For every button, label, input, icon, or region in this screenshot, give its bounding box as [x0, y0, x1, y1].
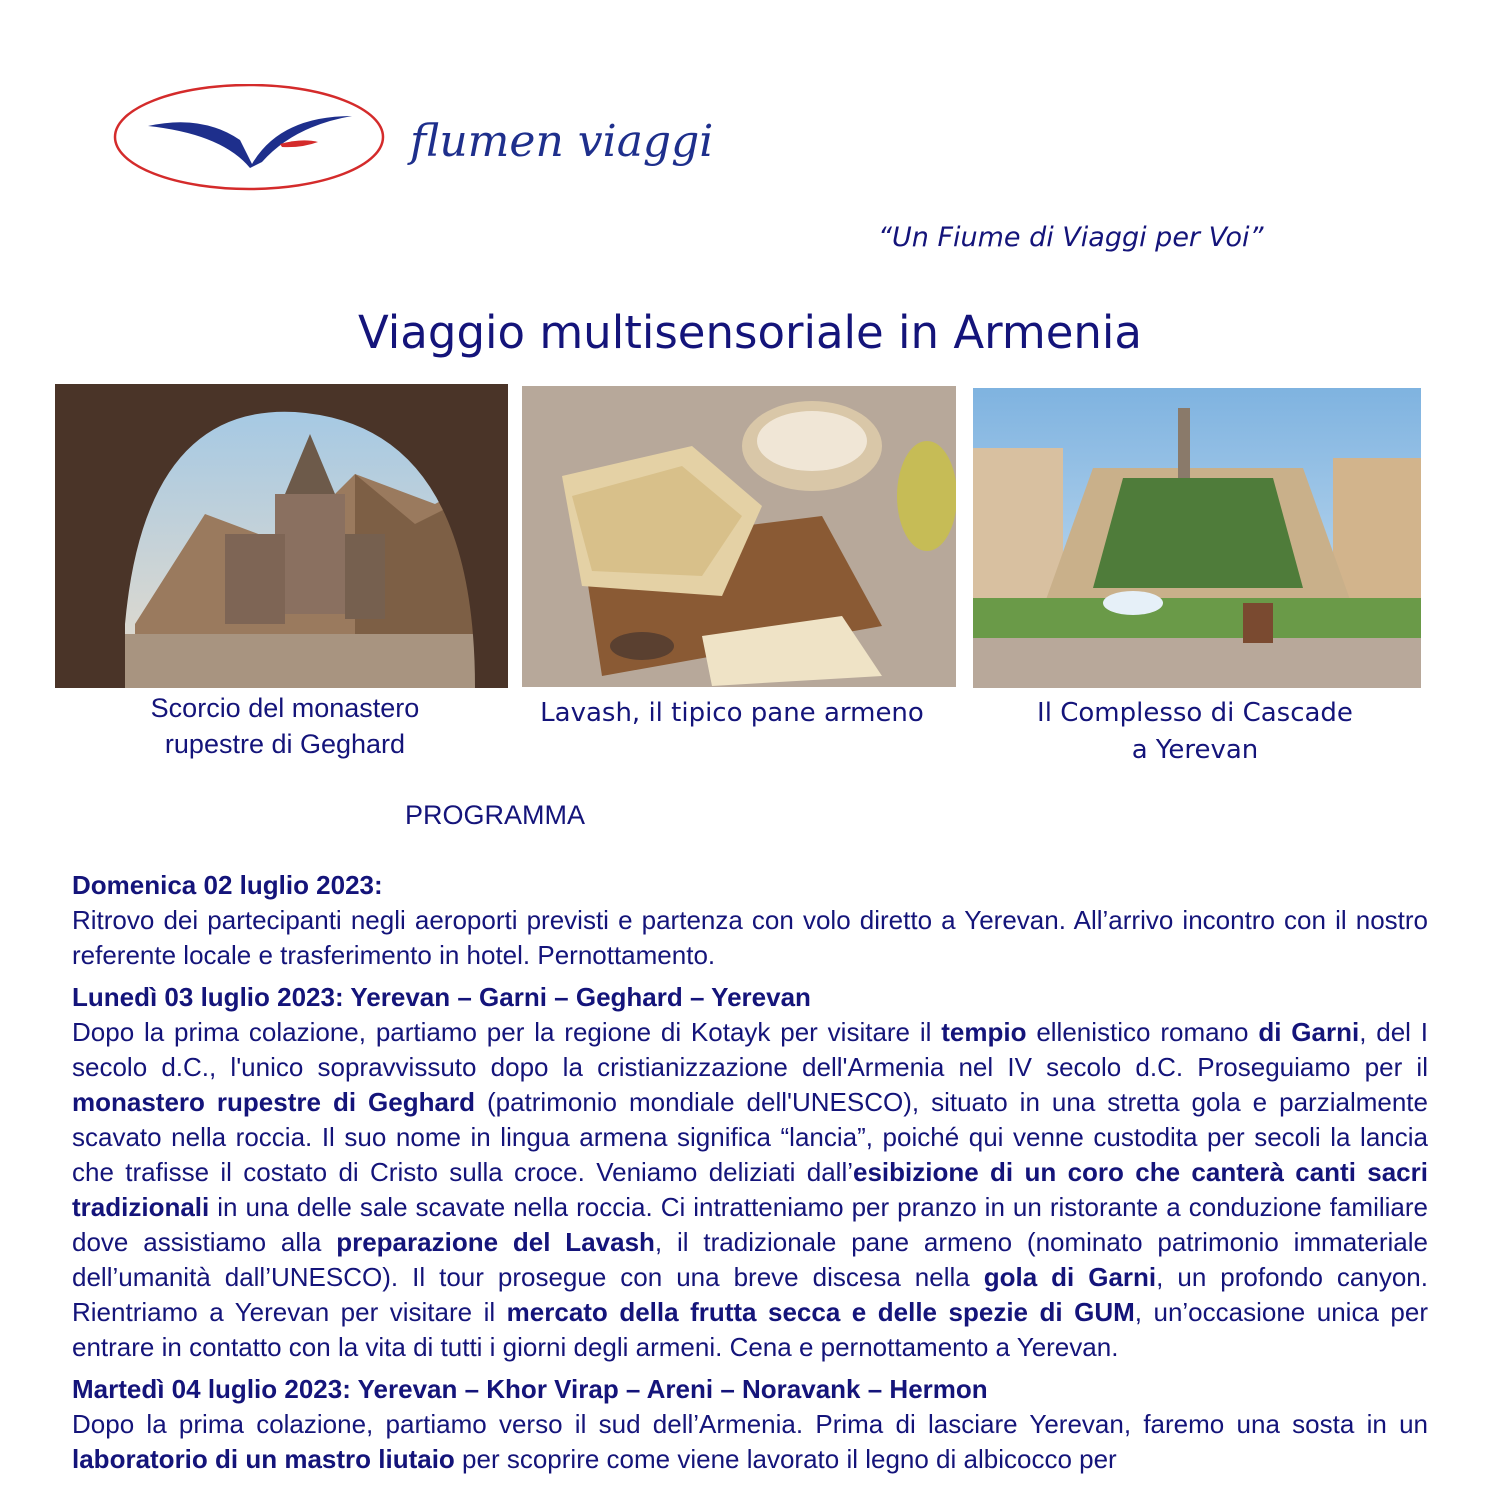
day-title: Martedì 04 luglio 2023: Yerevan – Khor Virap – Areni – Noravank – Hermon [72, 1374, 988, 1404]
day-description [72, 1407, 1428, 1477]
highlight-text: di Garni [1258, 1017, 1360, 1047]
body-text: Dopo la prima colazione, partiamo per la regione di Kotayk per visitare il [72, 1017, 942, 1047]
body-text: Dopo la prima colazione, partiamo verso il sud dell’Armenia. Prima di lasciare Yerevan, faremo una sosta in un [72, 1409, 1428, 1439]
flumen-viaggi-logo [112, 84, 772, 196]
itinerary [72, 868, 1428, 1484]
brand-name: flumen viaggi [410, 116, 714, 167]
day-block [72, 1372, 1428, 1477]
body-text: , del I secolo d.C., l'unico sopravvissuto dopo la cristianizzazione dell'Armenia nel IV secolo d.C. Proseguiamo per il [72, 1017, 1429, 1082]
day-block [72, 980, 1428, 1365]
lavash-bread-photo [522, 386, 956, 687]
highlight-text: gola di Garni [983, 1262, 1157, 1292]
body-text: , un’occasione unica per entrare in contatto con la vita di tutti i giorni degli armeni. Cena e pernottamento a Yerevan. [72, 1297, 1428, 1362]
day-description [72, 1015, 1428, 1365]
highlight-text: laboratorio di un mastro liutaio [72, 1444, 455, 1474]
day-description [72, 903, 1428, 973]
page-title: Viaggio multisensoriale in Armenia [358, 306, 1142, 359]
highlight-text: mercato della frutta secca e delle spezie di GUM [506, 1297, 1135, 1327]
body-text: per scoprire come viene lavorato il legno di albicocco per [454, 1444, 1117, 1474]
highlight-text: tempio [941, 1017, 1027, 1047]
day-title: Lunedì 03 luglio 2023: Yerevan – Garni – Geghard – Yerevan [72, 982, 811, 1012]
cascade-yerevan-photo [973, 388, 1421, 688]
photo-caption-lavash: Lavash, il tipico pane armeno [540, 698, 924, 728]
programma-heading: PROGRAMMA [405, 800, 586, 830]
day-title: Domenica 02 luglio 2023: [72, 870, 383, 900]
day-block [72, 868, 1428, 973]
body-text: Ritrovo dei partecipanti negli aeroporti previsti e partenza con volo diretto a Yerevan. All’arrivo incontro con il nostro referente locale e trasferimento in hotel. Pernottamento. [72, 905, 1428, 970]
slogan: “Un Fiume di Viaggi per Voi” [878, 222, 1264, 253]
body-text: , il tradizionale pane armeno (nominato patrimonio immateriale dell’umanità dall’UNESCO). Il tour prosegue con una breve discesa nella [72, 1227, 1428, 1292]
highlight-text: monastero rupestre di Geghard [72, 1087, 475, 1117]
highlight-text: esibizione di un coro che canterà canti sacri tradizionali [72, 1157, 1428, 1222]
photo-caption-geghard: Scorcio del monastero rupestre di Geghard [150, 693, 420, 759]
body-text: ellenistico romano [1026, 1017, 1259, 1047]
body-text: (patrimonio mondiale dell'UNESCO), situato in una stretta gola e parzialmente scavato nella roccia. Il suo nome in lingua armena significa “lancia”, poiché qui venne custodita per secoli la lancia che trafisse il costato di Cristo sulla croce. Veniamo deliziati dall’ [72, 1087, 1428, 1187]
body-text: , un profondo canyon. Rientriamo a Yerevan per visitare il [72, 1262, 1428, 1327]
photo-caption-cascade: Il Complesso di Cascade a Yerevan [1037, 698, 1353, 765]
highlight-text: preparazione del Lavash [336, 1227, 655, 1257]
geghard-monastery-photo [55, 384, 508, 688]
body-text: in una delle sale scavate nella roccia. Ci intratteniamo per pranzo in un ristorante a conduzione familiare dove assistiamo alla [72, 1192, 1428, 1257]
